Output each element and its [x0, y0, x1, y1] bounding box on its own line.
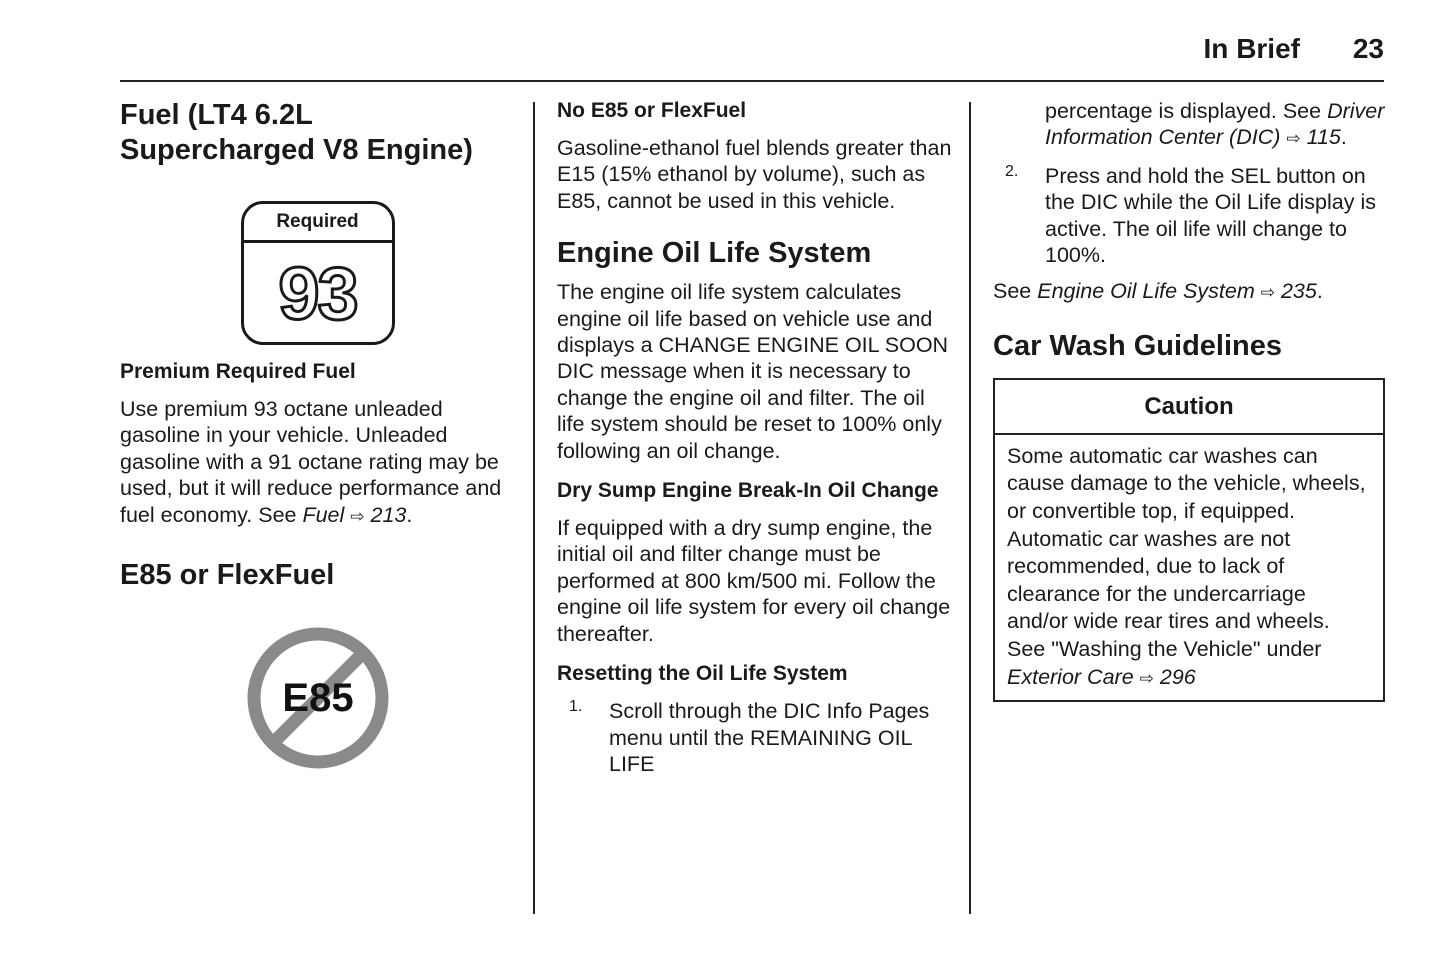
e85-heading: E85 or FlexFuel	[120, 559, 335, 592]
caution-body	[995, 435, 1383, 700]
reset-oil-subheading: Resetting the Oil Life System	[557, 662, 848, 686]
required-93-sign	[241, 201, 395, 345]
column-right	[993, 98, 1385, 702]
section-title: In Brief	[1203, 33, 1300, 64]
reset-steps-list	[557, 698, 952, 777]
page-ref-arrow-icon: ⇨	[1260, 283, 1275, 303]
fuel-heading: Fuel (LT4 6.2L Supercharged V8 Engine)	[120, 99, 473, 166]
octane-number: 93	[278, 251, 357, 335]
caution-text: Some automatic car washes can cause damage to the vehicle, wheels, or convertible top, if equipped. Automatic car washes are not recommended, due to lack of clearance for the undercarriage and/or wide rear tires and wheels. See "Washing the Vehicle" under	[1007, 443, 1366, 661]
no-e85-subheading: No E85 or FlexFuel	[557, 99, 747, 122]
column-divider	[969, 102, 971, 914]
no-e85-icon	[245, 625, 391, 771]
see-reference: See Engine Oil Life System ⇨ 235.	[993, 279, 1323, 304]
caution-title: Caution	[995, 380, 1383, 435]
exterior-care-ref-page[interactable]: 296	[1159, 664, 1196, 689]
column-middle	[557, 98, 952, 777]
premium-fuel-subheading: Premium Required Fuel	[120, 360, 356, 383]
step-number: 2.	[1005, 162, 1019, 180]
see-label: See	[993, 279, 1032, 304]
step-number: 1.	[569, 698, 583, 716]
step-continued-text: percentage is displayed. See Driver Information Center (DIC) ⇨ 115.	[1045, 99, 1385, 150]
sign-label: Required	[244, 204, 392, 243]
oil-life-heading: Engine Oil Life System	[557, 237, 872, 270]
e85-sign-text: E85	[281, 676, 354, 721]
step-text: Scroll through the DIC Info Pages menu until the REMAINING OIL LIFE	[609, 699, 930, 776]
dry-sump-subheading: Dry Sump Engine Break-In Oil Change	[557, 479, 939, 503]
car-wash-heading: Car Wash Guidelines	[993, 329, 1282, 362]
column-divider	[533, 102, 535, 914]
page-ref-arrow-icon: ⇨	[350, 506, 365, 526]
oil-life-ref-link[interactable]: Engine Oil Life System	[1037, 279, 1255, 304]
step-cont-text: percentage is displayed. See	[1045, 99, 1322, 123]
no-e85-sign	[120, 625, 515, 771]
no-e85-body: Gasoline-ethanol fuel blends greater than E15 (15% ethanol by volume), such as E85, cannot be used in this vehicle.	[557, 136, 952, 213]
list-item	[557, 698, 952, 777]
page-ref-arrow-icon: ⇨	[1286, 129, 1301, 149]
list-item	[993, 163, 1385, 269]
dry-sump-body: If equipped with a dry sump engine, the initial oil and filter change must be performed at 800 km/500 mi. Follow the engine oil life system for every oil change thereafter.	[557, 516, 951, 646]
exterior-care-ref-link[interactable]: Exterior Care	[1007, 664, 1134, 689]
page-number: 23	[1352, 33, 1384, 64]
column-left	[120, 98, 515, 771]
oil-life-body: The engine oil life system calculates engine oil life based on vehicle use and displays a CHANGE ENGINE OIL SOON DIC message when it is necessary to change the engine oil and filter. The oil life system should be reset to 100% only following an oil change.	[557, 280, 949, 463]
premium-fuel-body: Use premium 93 octane unleaded gasoline in your vehicle. Unleaded gasoline with a 91 octane rating may be used, but it will reduce performance and fuel economy. See Fuel ⇨ 213.	[120, 397, 502, 527]
premium-fuel-text: Use premium 93 octane unleaded gasoline in your vehicle. Unleaded gasoline with a 91 octane rating may be used, but it will reduce performance and fuel economy. See	[120, 397, 502, 527]
step-text: Press and hold the SEL button on the DIC while the Oil Life display is active. The oil life will change to 100%.	[1045, 163, 1377, 268]
page-ref-arrow-icon: ⇨	[1139, 668, 1154, 688]
reset-steps-list-cont	[993, 98, 1385, 268]
oil-life-ref-page[interactable]: 235	[1280, 279, 1317, 304]
dic-ref-page[interactable]: 115	[1306, 125, 1341, 150]
fuel-ref-page[interactable]: 213	[370, 502, 407, 527]
dic-ref-link[interactable]: Driver Information Center (DIC)	[1045, 99, 1385, 150]
list-item	[993, 98, 1385, 153]
fuel-ref-link[interactable]: Fuel	[302, 502, 345, 527]
page-header	[120, 30, 1384, 82]
caution-box	[993, 378, 1385, 702]
